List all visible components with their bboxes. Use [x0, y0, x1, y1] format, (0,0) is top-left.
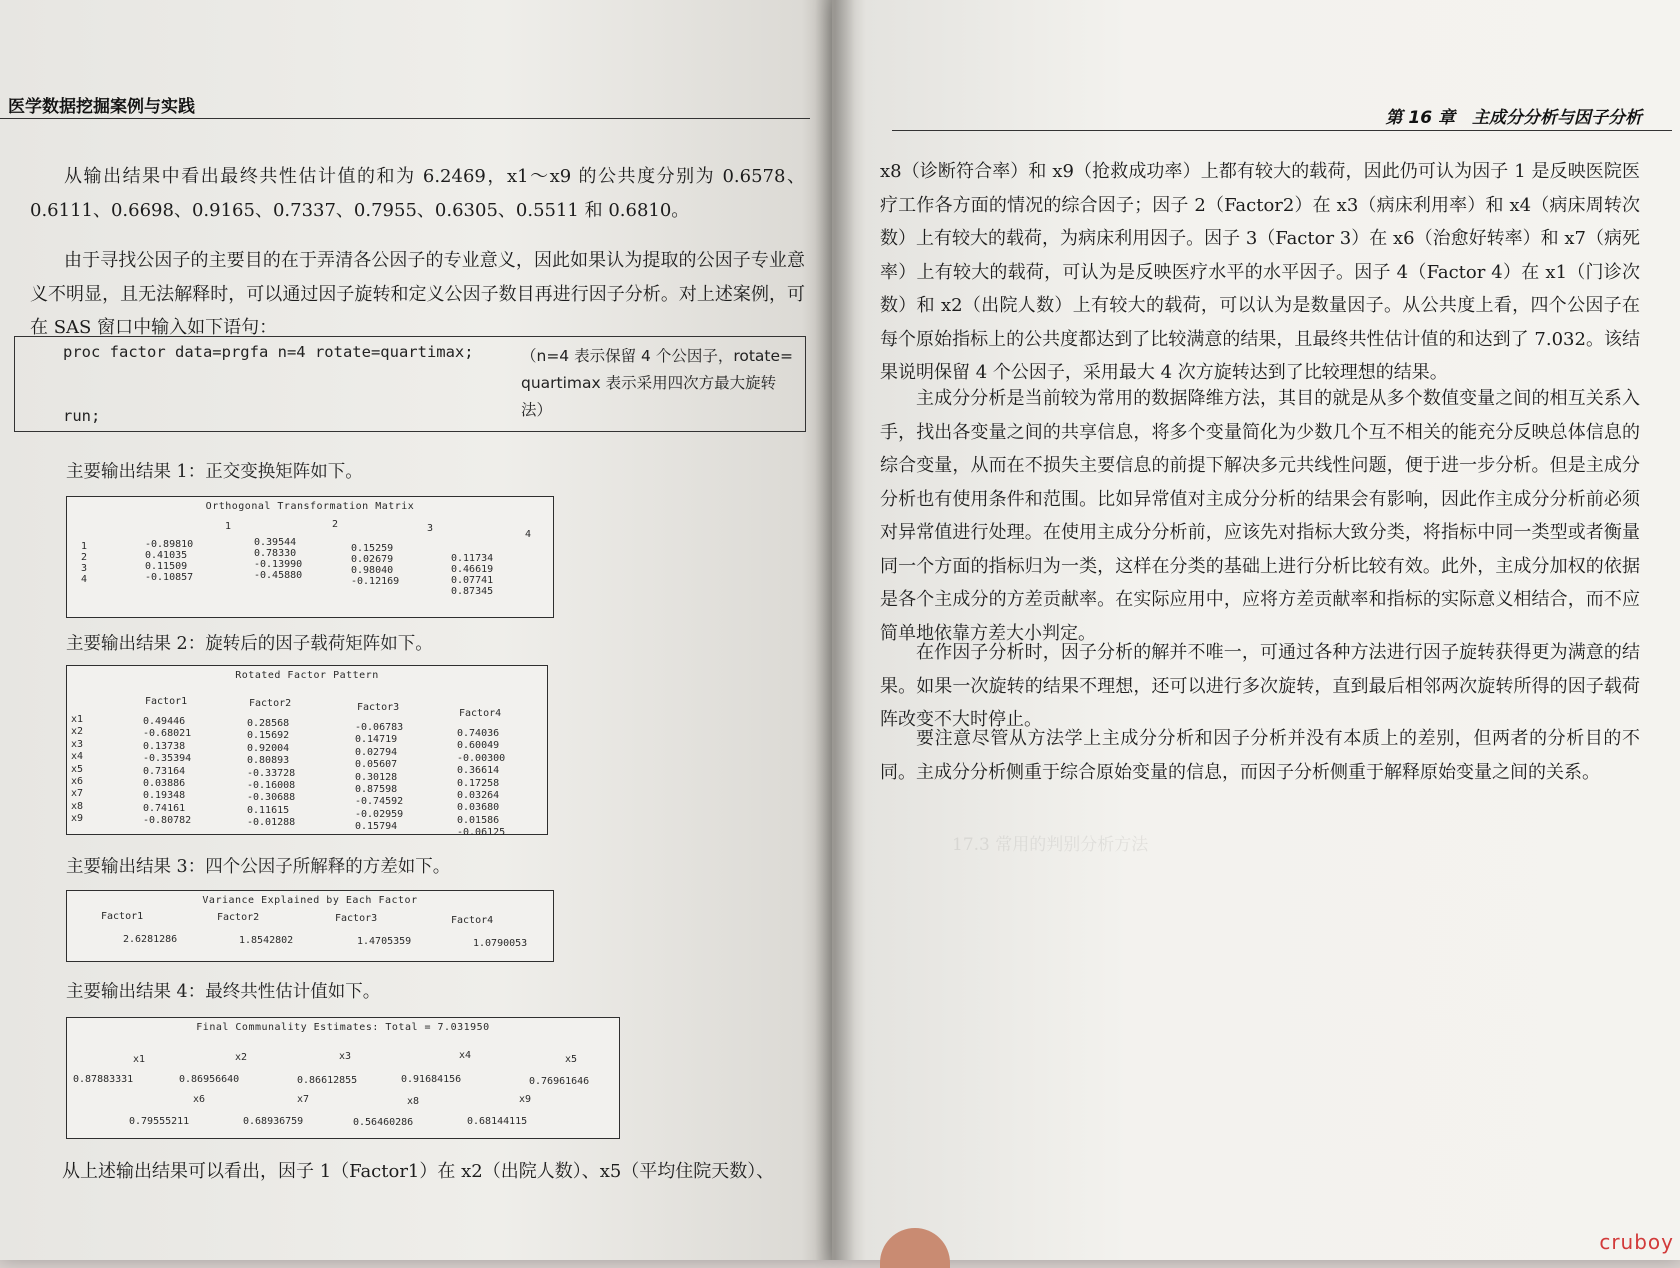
variance-explained-output [66, 890, 554, 962]
table-cell: 0.02679 [351, 554, 394, 565]
table-cell: 0.17258 [457, 777, 500, 789]
table-cell: 1.4705359 [357, 936, 412, 947]
row-label: x9 [71, 813, 84, 825]
table-cell: 2.6281286 [123, 934, 178, 945]
column-header: Factor2 [217, 912, 260, 923]
table-cell: 0.07741 [451, 575, 494, 586]
column-header: x8 [407, 1096, 420, 1107]
table-cell: 0.60049 [457, 740, 500, 752]
table-cell: 0.19348 [143, 790, 186, 802]
table-cell: -0.16008 [247, 780, 296, 791]
table-cell: 0.13738 [143, 740, 186, 752]
table-cell: -0.80782 [143, 815, 192, 827]
column-header: x7 [297, 1094, 310, 1105]
table-cell: -0.02959 [355, 808, 404, 820]
paragraph-communality: 从输出结果中看出最终共性估计值的和为 6.2469，x1～x9 的公共度分别为 0.6578、0.6111、0.6698、0.9165、0.7337、0.7955、0.6305、0.5511 和 0.6810。 [30, 166, 805, 221]
table-cell: 0.86612855 [297, 1075, 358, 1086]
variance-title: Variance Explained by Each Factor [202, 895, 418, 906]
table-cell: 0.03886 [143, 778, 186, 789]
table-cell: 0.05607 [355, 759, 398, 771]
result4-label: 主要输出结果 4：最终共性估计值如下。 [66, 982, 381, 1002]
row-label: x3 [71, 738, 84, 750]
table-cell: 0.49446 [143, 716, 186, 727]
table-cell: 0.15692 [247, 730, 290, 742]
row-label: 3 [81, 563, 88, 574]
row-label: x5 [71, 763, 84, 775]
row-label: x8 [71, 800, 84, 812]
column-header: Factor1 [145, 696, 188, 707]
paragraph-factor-interpretation: x8（诊断符合率）和 x9（抢救成功率）上都有较大的载荷，因此仍可认为因子 1 是反映医院医疗工作各方面的情况的综合因子；因子 2（Factor2）在 x3（病床利用率）和 x4（病床周转次数）上有较大的载荷，为病床利用因子。因子 3（Factor 3）在 x6（治愈好转率）和 x7（病死率）上有较大的载荷，可认为是反映医疗水平的水平因子。因子 4（Factor 4）在 x1（门诊次数）和 x2（出院人数）上有较大的载荷，可以认为是数量因子。从公共度上看，四个公因子在每个原始指标上的公共度都达到了比较满意的结果，且最终共性估计值的和达到了 7.032。该结果说明保留 4 个公因子，采用最大 4 次方旋转达到了比较理想的结果。 [880, 161, 1640, 383]
column-header: x4 [459, 1050, 472, 1061]
table-cell: 0.78330 [254, 548, 297, 559]
table-cell: 0.01586 [457, 814, 500, 826]
paragraph-rotation-intro: 由于寻找公因子的主要目的在于弄清各公因子的专业意义，因此如果认为提取的公因子专业意义不明显，且无法解释时，可以通过因子旋转和定义公因子数目再进行因子分析。对上述案例，可在 SAS 窗口中输入如下语句： [30, 250, 805, 338]
row-label: x4 [71, 751, 84, 763]
code-comment: （n=4 表示保留 4 个公因子，rotate= quartimax 表示采用四次方最大旋转法） [521, 347, 794, 419]
table-cell: 0.41035 [145, 550, 188, 561]
paragraph-interpretation-start: 从上述输出结果可以看出，因子 1（Factor1）在 x2（出院人数）、x5（平均住院天数）、 [62, 1161, 775, 1182]
row-label: 1 [81, 541, 88, 552]
column-header: 1 [225, 521, 232, 532]
table-cell: -0.13990 [254, 559, 303, 570]
result1-label: 主要输出结果 1：正交变换矩阵如下。 [66, 462, 363, 482]
table-cell: -0.30688 [247, 792, 296, 804]
sas-code-box [14, 336, 806, 432]
table-cell: 0.68936759 [243, 1116, 304, 1127]
table-cell: 0.11734 [451, 553, 494, 564]
column-header: x6 [193, 1094, 206, 1105]
column-header: x1 [133, 1054, 146, 1065]
table-cell: 0.03680 [457, 802, 500, 814]
column-header: Factor1 [101, 911, 144, 922]
table-cell: 0.86956640 [179, 1074, 240, 1085]
table-cell: 0.68144115 [467, 1116, 528, 1127]
orthogonal-matrix-output [66, 496, 554, 618]
paragraph-pca-vs-fa: 要注意尽管从方法学上主成分分析和因子分析并没有本质上的差别，但两者的分析目的不同。主成分分析侧重于综合原始变量的信息，而因子分析侧重于解释原始变量之间的关系。 [880, 728, 1640, 783]
column-header: Factor4 [459, 708, 502, 719]
column-header: Factor3 [335, 913, 378, 924]
table-cell: -0.06125 [457, 827, 506, 839]
table-cell: 0.11615 [247, 804, 290, 816]
table-cell: 0.30128 [355, 771, 398, 783]
column-header: 3 [427, 523, 434, 534]
table-cell: 0.46619 [451, 564, 494, 575]
table-cell: 0.56460286 [353, 1117, 414, 1128]
row-label: x2 [71, 726, 84, 738]
table-cell: 0.73164 [143, 765, 186, 777]
table-cell: 0.15259 [351, 543, 394, 554]
communality-title: Final Communality Estimates: Total = 7.031950 [196, 1022, 490, 1033]
table-cell: 0.87883331 [73, 1074, 134, 1085]
row-label: 2 [81, 552, 88, 563]
column-header: Factor2 [249, 698, 292, 709]
table-cell: 0.36614 [457, 765, 500, 777]
rotated-title: Rotated Factor Pattern [235, 670, 379, 681]
paragraph-rotation-notes: 在作因子分析时，因子分析的解并不唯一，可通过各种方法进行因子旋转获得更为满意的结果。如果一次旋转的结果不理想，还可以进行多次旋转，直到最后相邻两次旋转所得的因子载荷阵改变不大时停止。 [880, 642, 1640, 730]
table-cell: -0.10857 [145, 572, 194, 583]
column-header: Factor4 [451, 915, 494, 926]
rotated-factor-pattern-output [66, 665, 548, 839]
column-header: Factor3 [357, 702, 400, 713]
code-line-run: run; [63, 407, 101, 425]
table-cell: 0.91684156 [401, 1074, 462, 1085]
table-cell: -0.35394 [143, 753, 192, 765]
table-cell: -0.68021 [143, 728, 192, 740]
orthogonal-title: Orthogonal Transformation Matrix [205, 501, 415, 512]
right-page [832, 0, 1680, 1260]
table-cell: -0.01288 [247, 817, 296, 829]
column-header: 4 [525, 529, 532, 540]
row-label: x6 [71, 776, 84, 787]
header-rule [0, 118, 810, 119]
table-cell: -0.74592 [355, 796, 404, 808]
column-header: x3 [339, 1051, 352, 1062]
table-cell: -0.89810 [145, 539, 194, 550]
row-label: x1 [71, 714, 84, 725]
result2-label: 主要输出结果 2：旋转后的因子载荷矩阵如下。 [66, 634, 433, 654]
table-cell: 0.87598 [355, 784, 398, 795]
table-cell: -0.45880 [254, 570, 303, 581]
column-header: 2 [332, 519, 339, 530]
code-line-proc: proc factor data=prgfa n=4 rotate=quartimax; [63, 343, 474, 361]
table-cell: 0.14719 [355, 734, 398, 746]
result3-label: 主要输出结果 3：四个公因子所解释的方差如下。 [66, 857, 451, 877]
table-cell: 0.28568 [247, 718, 290, 729]
book-gutter [815, 0, 855, 1260]
left-page [0, 0, 835, 1260]
watermark: cruboy [1599, 1230, 1674, 1254]
column-header: x5 [565, 1054, 578, 1065]
table-cell: 0.92004 [247, 742, 290, 754]
table-cell: 0.15794 [355, 821, 398, 833]
show-through-text: 17.3 常用的判别分析方法 [952, 835, 1149, 855]
table-cell: 0.87345 [451, 586, 494, 597]
table-cell: 0.03264 [457, 790, 500, 801]
left-running-head: 医学数据挖掘案例与实践 [8, 97, 195, 117]
row-label: 4 [81, 574, 88, 585]
table-cell: 0.74036 [457, 728, 500, 739]
right-running-head: 第 16 章 主成分分析与因子分析 [1385, 108, 1642, 128]
table-cell: 1.0790053 [473, 938, 528, 949]
table-cell: 0.76961646 [529, 1076, 590, 1087]
table-cell: 0.80893 [247, 755, 290, 767]
table-cell: -0.33728 [247, 767, 296, 779]
table-cell: 0.11509 [145, 561, 188, 572]
table-cell: 1.8542802 [239, 935, 294, 946]
table-cell: -0.06783 [355, 722, 404, 733]
table-cell: -0.00300 [457, 752, 506, 764]
final-communality-output [66, 1017, 620, 1139]
paragraph-pca-notes: 主成分分析是当前较为常用的数据降维方法，其目的就是从多个数值变量之间的相互关系入手，找出各变量之间的共享信息，将多个变量简化为少数几个互不相关的能充分反映总体信息的综合变量，从而在不损失主要信息的前提下解决多元共线性问题，便于进一步分析。但是主成分分析也有使用条件和范围。比如异常值对主成分分析的结果会有影响，因此作主成分分析前必须对异常值进行处理。在使用主成分分析前，应该先对指标大致分类，将指标中同一类型或者衡量同一个方面的指标归为一类，这样在分类的基础上进行分析比较有效。此外，主成分加权的依据是各个主成分的方差贡献率。在实际应用中，应将方差贡献率和指标的实际意义相结合，而不应简单地依靠方差大小判定。 [880, 388, 1640, 644]
table-cell: 0.02794 [355, 746, 398, 758]
table-cell: 0.98040 [351, 565, 394, 576]
column-header: x2 [235, 1052, 248, 1063]
table-cell: -0.12169 [351, 576, 400, 587]
table-cell: 0.79555211 [129, 1116, 190, 1127]
column-header: x9 [519, 1094, 532, 1105]
header-rule-right [892, 130, 1672, 131]
table-cell: 0.39544 [254, 537, 297, 548]
row-label: x7 [71, 788, 84, 800]
table-cell: 0.74161 [143, 802, 186, 814]
